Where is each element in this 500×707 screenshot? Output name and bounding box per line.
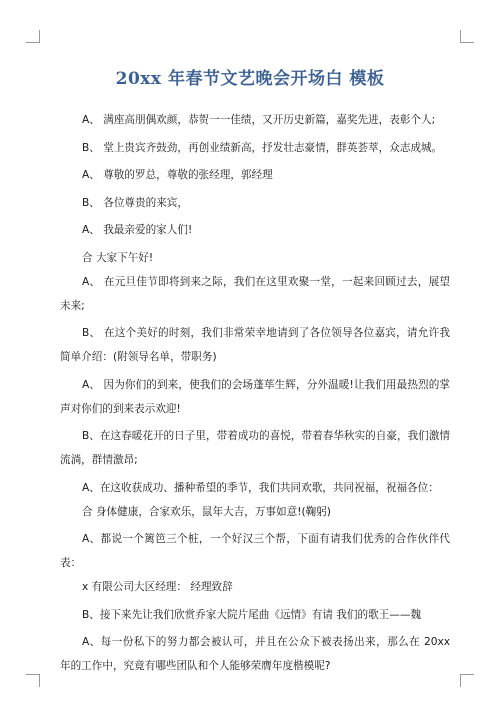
crop-mark-top-left [26,30,40,43]
paragraph: B、 堂上贵宾齐鼓劲，再创业绩新高，抒发壮志豪情，群英荟萃，众志成城。 [82,141,443,154]
paragraph: A、 尊敬的罗总，尊敬的张经理，郭经理 [82,169,273,181]
paragraph: A、 在元旦佳节即将到来之际，我们在这里欢聚一堂，一起来回顾过去，展望未来; [60,275,450,312]
paragraph: B、接下来先让我们欣赏乔家大院片尾曲《远情》有请 我们的歌王——魏 [82,608,422,621]
paragraph: 合 身体健康，合家欢乐，鼠年大吉，万事如意!(鞠躬) [82,505,331,518]
crop-mark-top-right [460,30,474,43]
paragraph: A、 满座高朋偶欢颜，恭贺一一佳绩，又开历史新篇，嘉奖先进，表彰个人; [82,114,436,126]
crop-mark-bottom-right [460,674,474,687]
paragraph: B、 各位尊贵的来宾， [82,196,188,209]
paragraph: B、 在这个美好的时刻，我们非常荣幸地请到了各位领导各位嘉宾，请允许我简单介绍：(附领导名单，带职务) [60,327,450,363]
paragraph: x 有限公司大区经理： 经理致辞 [82,581,233,593]
paragraph: A、 我最亲爱的家人们! [82,224,193,236]
crop-mark-bottom-left [26,674,40,687]
paragraph: B、在这春暖花开的日子里，带着成功的喜悦，带着春华秋实的自豪，我们激情流淌，群情激昂; [60,430,450,466]
paragraph: A、 因为你们的到来，使我们的会场蓬荜生辉，分外温暖!让我们用最热烈的掌声对你们的到来表示欢迎! [60,378,450,415]
paragraph: A、每一份私下的努力都会被认可，并且在公众下被表扬出来，那么在 20xx 年的工作中，究竟有哪些团队和个人能够荣膺年度楷模呢? [60,636,450,672]
paragraph: 合 大家下午好! [82,251,154,264]
paragraph: A、都说一个篱笆三个桩，一个好汉三个帮，下面有请我们优秀的合作伙伴代表： [60,533,450,569]
paragraph: A、在这收获成功、播种希望的季节，我们共同欢歌，共同祝福，祝福各位： [82,481,439,494]
document-title: 20xx 年春节文艺晚会开场白 模板 [115,69,385,89]
document-body [60,108,450,682]
